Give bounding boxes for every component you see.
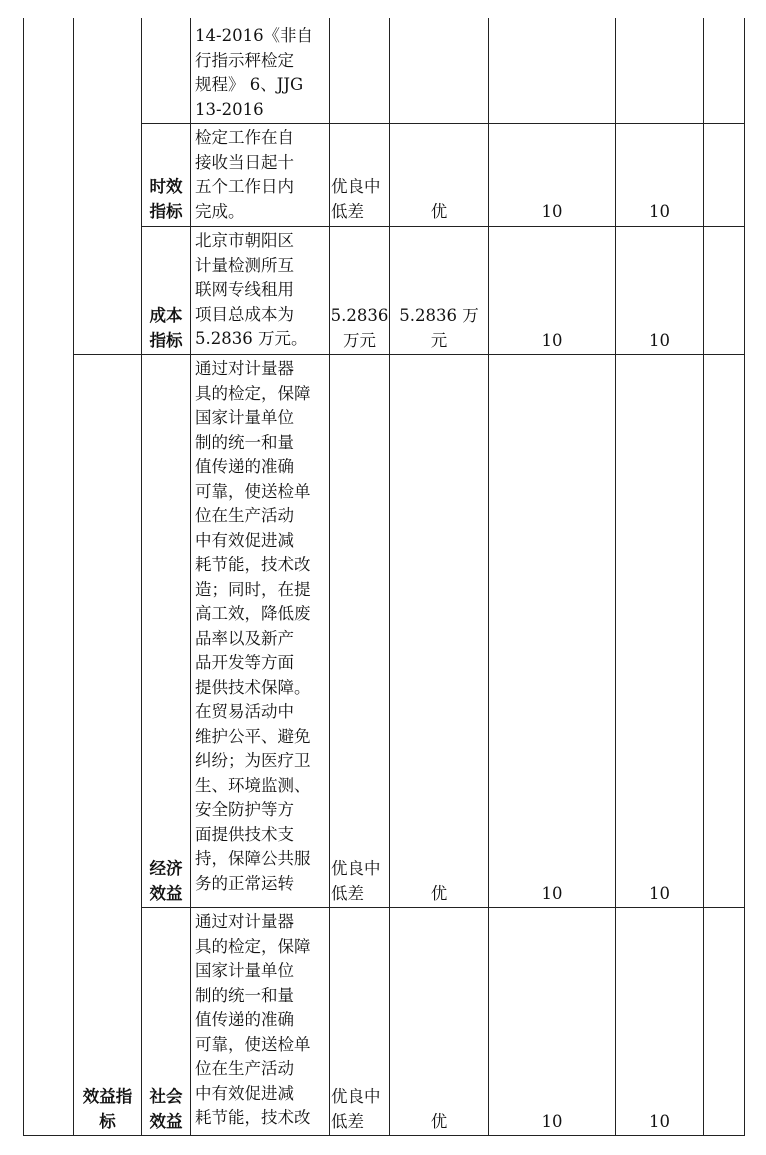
grid-line [141, 123, 745, 124]
grid-line [488, 18, 489, 1135]
timeliness-actual: 优 [430, 202, 448, 221]
cost-indicator-label: 成本 指标 [149, 306, 183, 350]
social-weight: 10 [541, 1112, 563, 1131]
grid-line [73, 18, 74, 1135]
grid-line [141, 907, 745, 908]
economic-content: 通过对计量器 具的检定，保障 国家计量单位 制的统一和量 值传递的准确 可靠，使送检单 位在生产活动 中有效促进减 耗节能，技术改 造；同时，在提 高工效，降低废 品率以及新产 品开发等方面 提供技术保障。 在贸易活动中 维护公平、避免 纠纷；为医疗卫 生、环境监测、 安全防护等方 面提供技术支 持，保障公共服 务的正常运转 [195, 359, 311, 893]
timeliness-content: 检定工作在自 接收当日起十 五个工作日内 完成。 [195, 128, 294, 221]
grid-line [389, 18, 390, 1135]
social-benefit-label: 社会 效益 [149, 1087, 183, 1131]
economic-benefit-label: 经济 效益 [149, 859, 183, 903]
grid-line [329, 18, 330, 1135]
timeliness-score: 10 [649, 202, 670, 221]
standard-cell-text: 14-2016《非自 行指示秤检定 规程》 6、JJG 13-2016 [195, 26, 314, 119]
cost-weight: 10 [541, 331, 563, 350]
timeliness-weight: 10 [541, 202, 563, 221]
social-actual: 优 [430, 1112, 448, 1131]
economic-target: 优良中 低差 [331, 859, 381, 903]
grid-line [23, 18, 24, 1135]
social-score: 10 [649, 1112, 670, 1131]
economic-weight: 10 [541, 884, 563, 903]
grid-line [615, 18, 616, 1135]
grid-line [23, 1135, 745, 1136]
social-content: 通过对计量器 具的检定，保障 国家计量单位 制的统一和量 值传递的准确 可靠，使送检单 位在生产活动 中有效促进减 耗节能，技术改 [195, 912, 311, 1127]
social-target: 优良中 低差 [331, 1087, 381, 1131]
cost-target: 5.2836 万元 [330, 306, 389, 350]
grid-line [744, 18, 745, 1135]
grid-line [190, 18, 191, 1135]
grid-line [73, 354, 745, 355]
economic-actual: 优 [430, 884, 448, 903]
benefit-indicator-label: 效益指 标 [82, 1087, 133, 1131]
timeliness-indicator-label: 时效 指标 [149, 177, 183, 221]
cost-score: 10 [649, 331, 670, 350]
cost-actual: 5.2836 万 元 [399, 306, 479, 350]
cost-content: 北京市朝阳区 计量检测所互 联网专线租用 项目总成本为 5.2836 万元。 [195, 231, 308, 348]
grid-line [141, 226, 745, 227]
timeliness-target: 优良中 低差 [331, 177, 381, 221]
grid-line [703, 18, 704, 1135]
economic-score: 10 [649, 884, 670, 903]
